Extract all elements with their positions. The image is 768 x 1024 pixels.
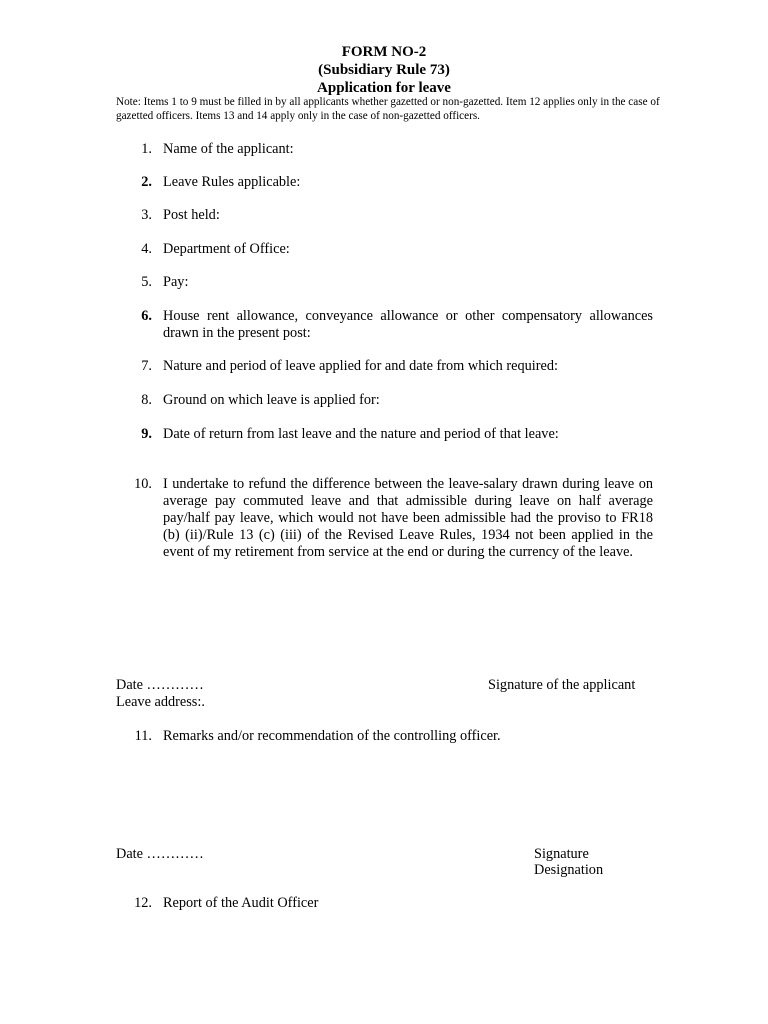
form-item (116, 141, 653, 158)
form-item (116, 728, 653, 745)
form-item (116, 358, 653, 375)
item-text: Post held: (163, 207, 220, 223)
item-text: Report of the Audit Officer (163, 895, 319, 911)
item-number: 4. (141, 241, 152, 257)
form-number: FORM NO-2 (341, 44, 427, 60)
form-item (116, 895, 653, 912)
form-item-undertaking (116, 476, 653, 561)
item-number: 5. (141, 274, 152, 290)
item-number: 2. (141, 174, 152, 190)
form-title: Application for leave (317, 80, 451, 96)
item-number: 9. (141, 426, 152, 442)
instruction-note: Note: Items 1 to 9 must be filled in by all applicants whether gazetted or non-gazetted. Item 12 applies only in the case of gazetted officers. Items 13 and 14 apply only in the case of non-gazetted officers. (116, 96, 660, 122)
form-item (116, 392, 653, 409)
item-text: Name of the applicant: (163, 141, 294, 157)
item-text: I undertake to refund the difference between the leave-salary drawn during leave on average pay commuted leave and that admissible during leave on half average pay/half pay leave, which would not have been admissible had the proviso to FR18 (b) (ii)/Rule 13 (c) (iii) of the Revised Leave Rules, 1934 not been applied in the event of my retirement from service at the end or during the currency of the leave. (163, 476, 653, 560)
applicant-signature: Signature of the applicant (488, 677, 636, 693)
form-item (116, 241, 653, 258)
item-text: Department of Office: (163, 241, 290, 257)
item-text: Remarks and/or recommendation of the controlling officer. (163, 728, 501, 744)
item-number: 3. (141, 207, 152, 223)
item-text: Date of return from last leave and the nature and period of that leave: (163, 426, 559, 442)
item-text: Ground on which leave is applied for: (163, 392, 380, 408)
item-number: 6. (141, 308, 152, 324)
item-number: 11. (134, 728, 152, 744)
form-item (116, 174, 653, 191)
item-text: Pay: (163, 274, 189, 290)
controller-designation: Designation (534, 862, 604, 878)
item-number: 1. (141, 141, 152, 157)
form-item (116, 426, 653, 443)
item-text: Nature and period of leave applied for and date from which required: (163, 358, 558, 374)
form-item (116, 308, 653, 342)
item-number: 8. (141, 392, 152, 408)
subsidiary-rule: (Subsidiary Rule 73) (318, 62, 450, 78)
item-number: 10. (134, 476, 152, 492)
form-item (116, 207, 653, 224)
item-number: 7. (141, 358, 152, 374)
applicant-date: Date ………… (116, 677, 204, 693)
controller-date: Date ………… (116, 846, 204, 862)
item-number: 12. (134, 895, 152, 911)
leave-address: Leave address:. (116, 694, 205, 710)
form-item (116, 274, 653, 291)
controller-signature: Signature (534, 846, 589, 862)
item-text: House rent allowance, conveyance allowance or other compensatory allowances drawn in the present post: (163, 308, 653, 341)
item-text: Leave Rules applicable: (163, 174, 301, 190)
